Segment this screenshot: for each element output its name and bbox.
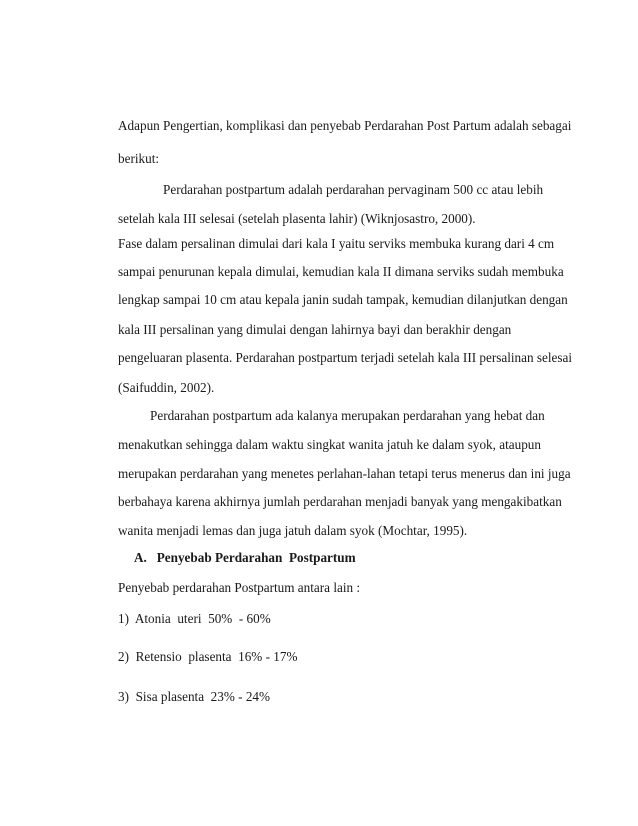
section-heading: A. Penyebab Perdarahan Postpartum <box>134 550 356 565</box>
paragraph-2-line-4: kala III persalinan yang dimulai dengan lahirnya bayi dan berakhir dengan <box>118 322 512 337</box>
paragraph-3-line-5: wanita menjadi lemas dan juga jatuh dalam syok (Mochtar, 1995). <box>118 523 468 538</box>
paragraph-3-line-1: Perdarahan postpartum ada kalanya merupakan perdarahan yang hebat dan <box>150 408 545 423</box>
paragraph-2-line-1: Fase dalam persalinan dimulai dari kala I yaitu serviks membuka kurang dari 4 cm <box>118 236 555 251</box>
paragraph-3-line-3: merupakan perdarahan yang menetes perlahan-lahan tetapi terus menerus dan ini juga <box>118 466 571 481</box>
list-item-1: 1) Atonia uteri 50% - 60% <box>118 611 271 626</box>
paragraph-2-line-3: lengkap sampai 10 cm atau kepala janin sudah tampak, kemudian dilanjutkan dengan <box>118 292 568 307</box>
paragraph-1-line-2: setelah kala III selesai (setelah plasenta lahir) (Wiknjosastro, 2000). <box>118 211 476 226</box>
paragraph-2-line-5: pengeluaran plasenta. Perdarahan postpartum terjadi setelah kala III persalinan selesai <box>118 350 573 365</box>
paragraph-2-line-6: (Saifuddin, 2002). <box>118 380 215 395</box>
intro-line-2: berikut: <box>118 151 160 166</box>
intro-line-1: Adapun Pengertian, komplikasi dan penyebab Perdarahan Post Partum adalah sebagai <box>118 118 572 133</box>
paragraph-3-line-4: berbahaya karena akhirnya jumlah perdarahan menjadi banyak yang mengakibatkan <box>118 494 562 509</box>
list-item-3: 3) Sisa plasenta 23% - 24% <box>118 689 270 704</box>
list-item-2: 2) Retensio plasenta 16% - 17% <box>118 649 298 664</box>
list-intro: Penyebab perdarahan Postpartum antara lain : <box>118 580 361 595</box>
paragraph-1-line-1: Perdarahan postpartum adalah perdarahan pervaginam 500 cc atau lebih <box>163 182 544 197</box>
paragraph-3-line-2: menakutkan sehingga dalam waktu singkat wanita jatuh ke dalam syok, ataupun <box>118 437 541 452</box>
paragraph-2-line-2: sampai penurunan kepala dimulai, kemudian kala II dimana serviks sudah membuka <box>118 264 564 279</box>
